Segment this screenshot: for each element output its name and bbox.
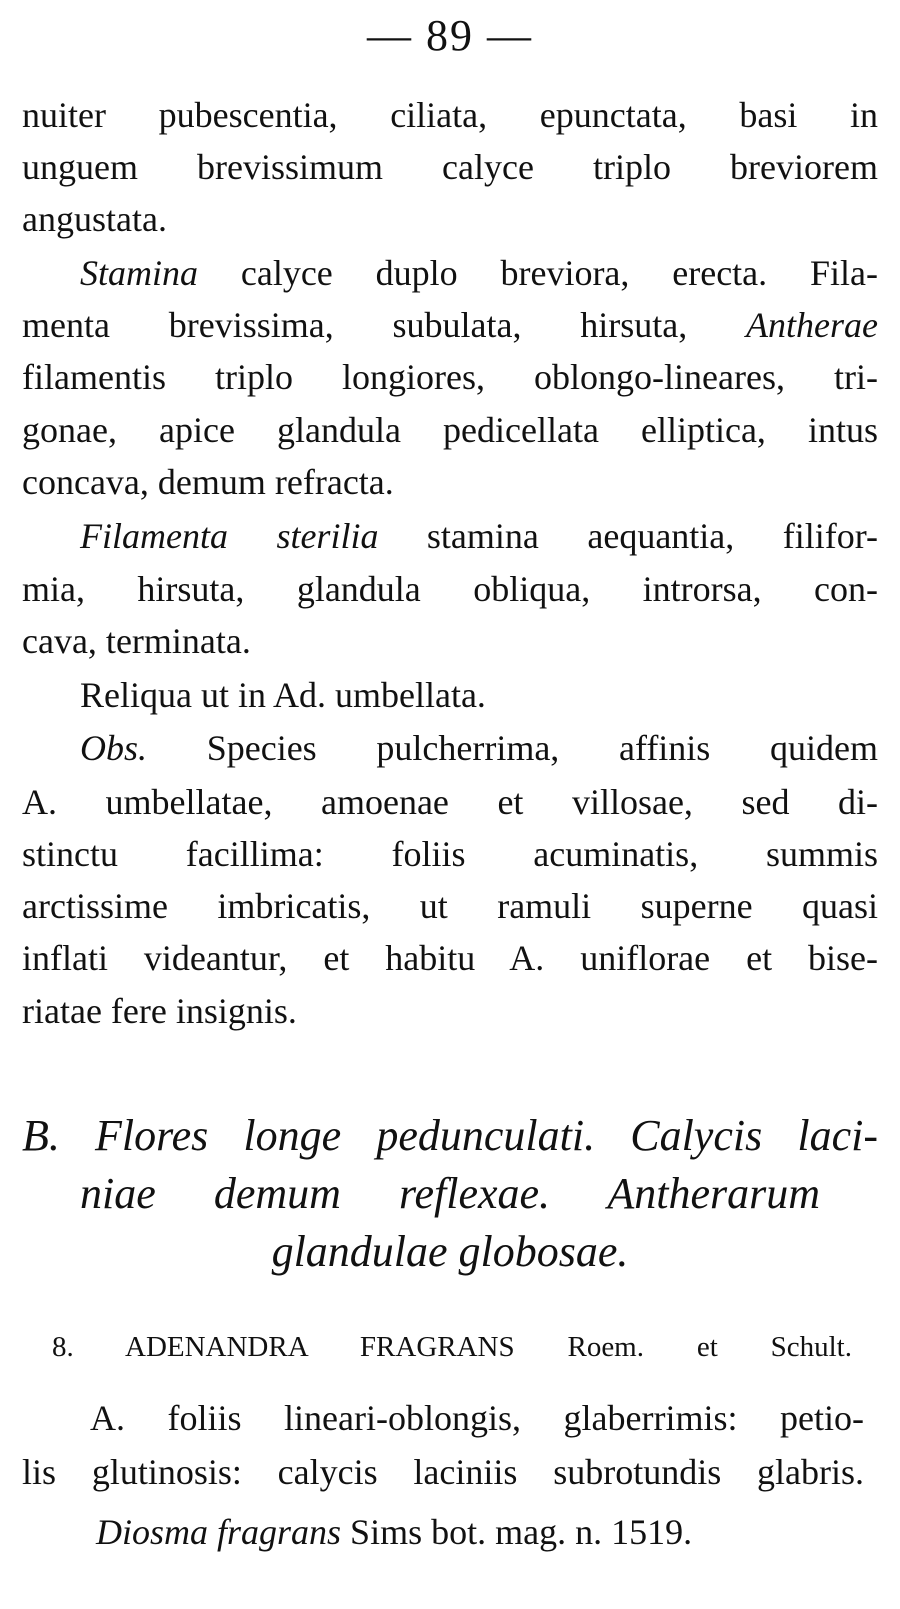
text-span: menta brevissima, subulata, hirsuta, xyxy=(22,305,747,345)
text-line xyxy=(80,728,878,768)
italic-term: Filamenta sterilia xyxy=(80,516,379,556)
text-line: arctissime imbricatis, ut ramuli superne quasi xyxy=(22,886,878,926)
text-line: nuiter pubescentia, ciliata, epunctata, basi in xyxy=(22,95,878,135)
text-line xyxy=(80,253,878,293)
text-line: inflati videantur, et habitu A. uniflorae et bise- xyxy=(22,938,878,978)
text-line xyxy=(80,516,878,556)
text-line: lis glutinosis: calycis laciniis subrotundis glabris. xyxy=(22,1452,864,1492)
text-line: filamentis triplo longiores, oblongo-lineares, tri- xyxy=(22,357,878,397)
text-line: concava, demum refracta. xyxy=(22,462,394,502)
italic-term: Antherae xyxy=(746,305,878,345)
text-span: stamina aequantia, filifor- xyxy=(378,516,878,556)
text-line: A. foliis lineari-oblongis, glaberrimis: petio- xyxy=(90,1398,864,1438)
synonym-line xyxy=(96,1512,856,1552)
text-line: angustata. xyxy=(22,199,167,239)
text-line: cava, terminata. xyxy=(22,621,251,661)
text-line: A. umbellatae, amoenae et villosae, sed di- xyxy=(22,782,878,822)
text-line: mia, hirsuta, glandula obliqua, introrsa, con- xyxy=(22,569,878,609)
page-number: — 89 — xyxy=(367,11,533,60)
section-heading-line: B. Flores longe pedunculati. Calycis laci- xyxy=(22,1111,878,1160)
text-line xyxy=(22,305,878,345)
text-line: stinctu facillima: foliis acuminatis, summis xyxy=(22,834,878,874)
section-heading-line: glandulae globosae. xyxy=(271,1227,629,1276)
text-span: Species pulcherrima, affinis quidem xyxy=(147,728,878,768)
text-span: calyce duplo breviora, erecta. Fila- xyxy=(198,253,878,293)
text-line: unguem brevissimum calyce triplo breviorem xyxy=(22,147,878,187)
text-line: gonae, apice glandula pedicellata elliptica, intus xyxy=(22,410,878,450)
italic-term: Obs. xyxy=(80,728,148,768)
italic-term: Diosma fragrans xyxy=(96,1512,342,1552)
text-line: Reliqua ut in Ad. umbellata. xyxy=(80,675,486,715)
italic-term: Stamina xyxy=(80,253,199,293)
text-span: Sims bot. mag. n. 1519. xyxy=(341,1512,693,1552)
species-heading: 8. ADENANDRA FRAGRANS Roem. et Schult. xyxy=(52,1331,852,1363)
section-heading-line: niae demum reflexae. Antherarum xyxy=(80,1169,820,1218)
text-line: riatae fere insignis. xyxy=(22,991,297,1031)
